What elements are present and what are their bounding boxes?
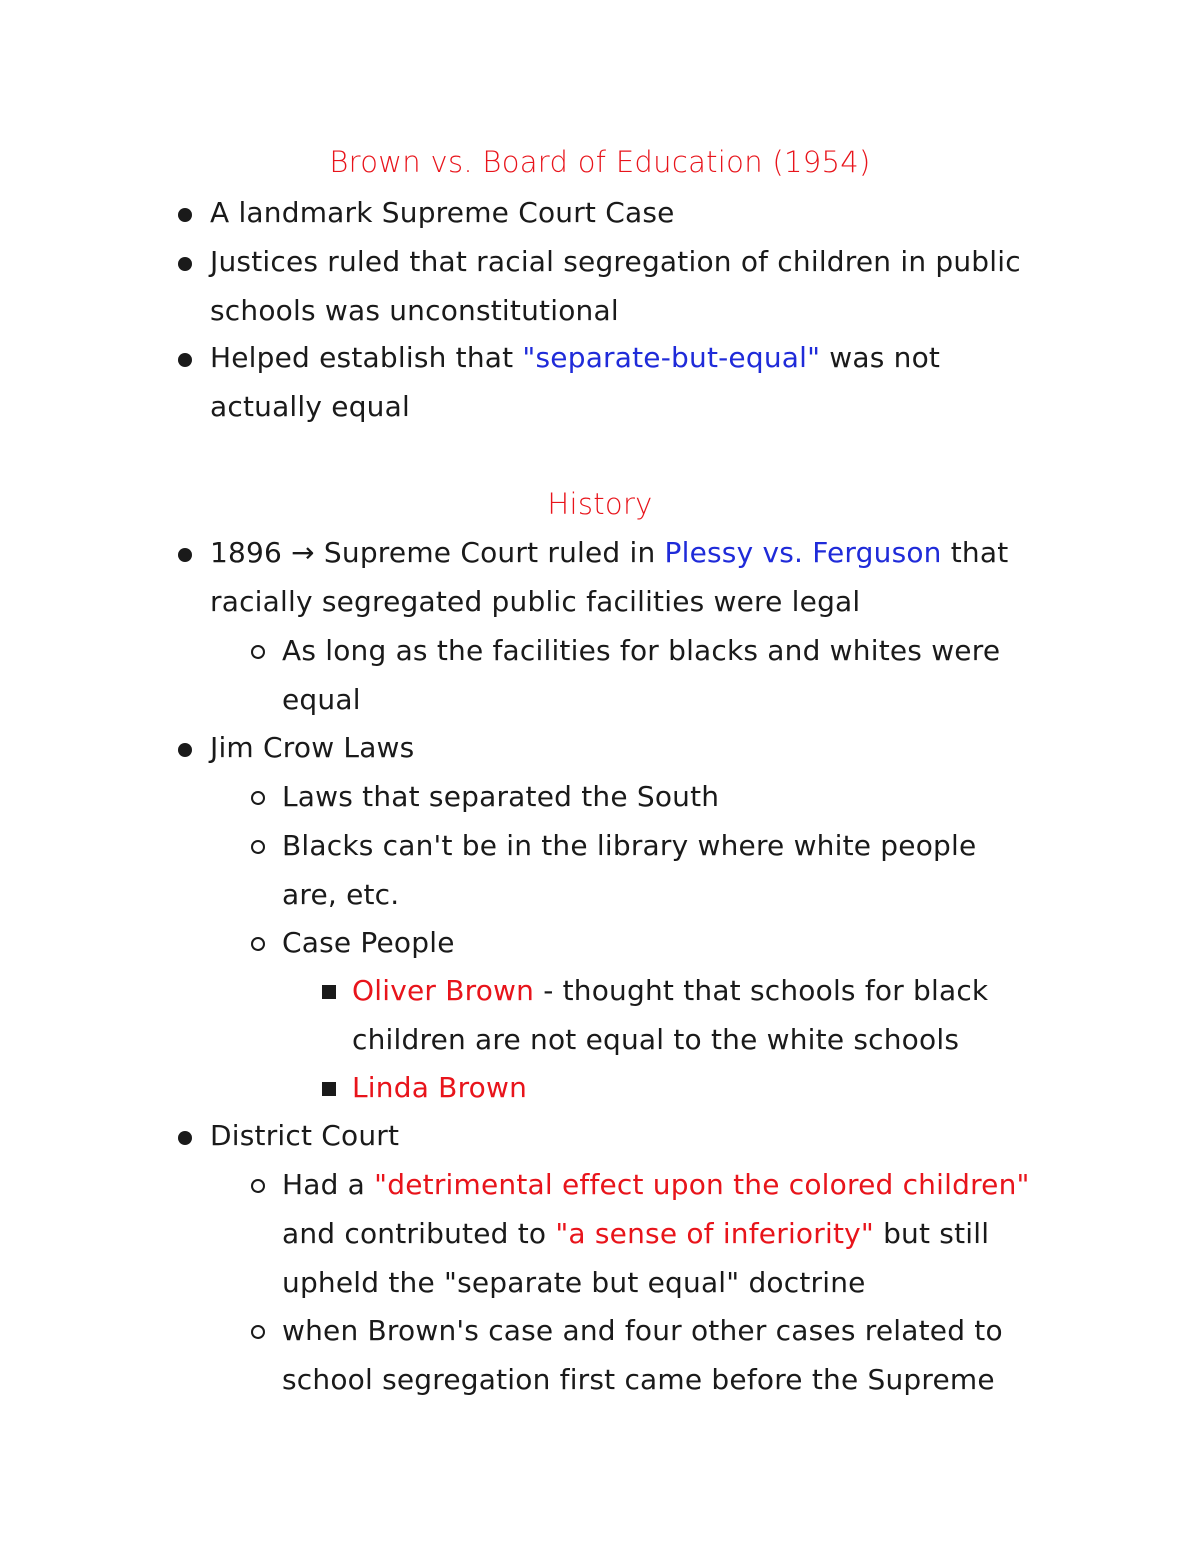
bullet-ring xyxy=(251,937,265,951)
highlight-quote: "a sense of inferiority" xyxy=(555,1217,874,1250)
highlight-case: Plessy vs. Ferguson xyxy=(664,536,942,569)
bullet-ring xyxy=(251,1179,265,1193)
person-name: Oliver Brown xyxy=(352,974,535,1007)
text-segment: was not xyxy=(820,341,941,374)
bullet-dot xyxy=(178,208,192,222)
bullet-square xyxy=(322,1082,336,1096)
list-item-continuation: actually equal xyxy=(210,390,410,423)
text-segment: Had a xyxy=(282,1168,375,1201)
text-segment: and contributed to xyxy=(282,1217,556,1250)
list-item: Justices ruled that racial segregation of children in public xyxy=(210,245,1021,278)
sub-list-item: Laws that separated the South xyxy=(282,780,720,813)
sub-list-item xyxy=(282,1167,1030,1203)
bullet-ring xyxy=(251,791,265,805)
sub-list-item-continuation: are, etc. xyxy=(282,878,400,911)
section-title-history: History xyxy=(547,487,653,521)
bullet-dot xyxy=(178,1131,192,1145)
sub-sub-list-item xyxy=(352,973,988,1009)
sub-list-item: Blacks can't be in the library where white people xyxy=(282,829,977,862)
list-item-continuation: schools was unconstitutional xyxy=(210,294,619,327)
sub-list-item-continuation: school segregation first came before the Supreme xyxy=(282,1363,995,1396)
list-item-continuation: racially segregated public facilities were legal xyxy=(210,585,861,618)
sub-list-item-continuation: upheld the "separate but equal" doctrine xyxy=(282,1266,866,1299)
text-segment: but still xyxy=(873,1217,990,1250)
text-segment: - thought that schools for black xyxy=(534,974,989,1007)
sub-list-item-continuation: equal xyxy=(282,683,361,716)
bullet-ring xyxy=(251,840,265,854)
bullet-ring xyxy=(251,1325,265,1339)
bullet-dot xyxy=(178,257,192,271)
sub-list-item: Case People xyxy=(282,926,455,959)
bullet-square xyxy=(322,985,336,999)
person-name: Linda Brown xyxy=(352,1071,528,1104)
sub-list-item-continuation xyxy=(282,1216,989,1252)
highlight-quote: "separate-but-equal" xyxy=(522,341,821,374)
text-segment: that xyxy=(941,536,1009,569)
bullet-dot xyxy=(178,353,192,367)
list-item: District Court xyxy=(210,1119,400,1152)
list-item xyxy=(210,535,1008,571)
bullet-dot xyxy=(178,743,192,757)
highlight-quote: "detrimental effect upon the colored children" xyxy=(374,1168,1030,1201)
list-item: Jim Crow Laws xyxy=(210,731,415,764)
bullet-ring xyxy=(251,645,265,659)
section-title-brown: Brown vs. Board of Education (1954) xyxy=(329,145,871,179)
text-segment: 1896 → Supreme Court ruled in xyxy=(210,536,665,569)
sub-list-item: when Brown's case and four other cases related to xyxy=(282,1314,1003,1347)
bullet-dot xyxy=(178,548,192,562)
sub-sub-list-item-continuation: children are not equal to the white schools xyxy=(352,1023,960,1056)
list-item xyxy=(210,340,940,376)
sub-list-item: As long as the facilities for blacks and whites were xyxy=(282,634,1001,667)
list-item: A landmark Supreme Court Case xyxy=(210,196,675,229)
text-segment: Helped establish that xyxy=(210,341,523,374)
